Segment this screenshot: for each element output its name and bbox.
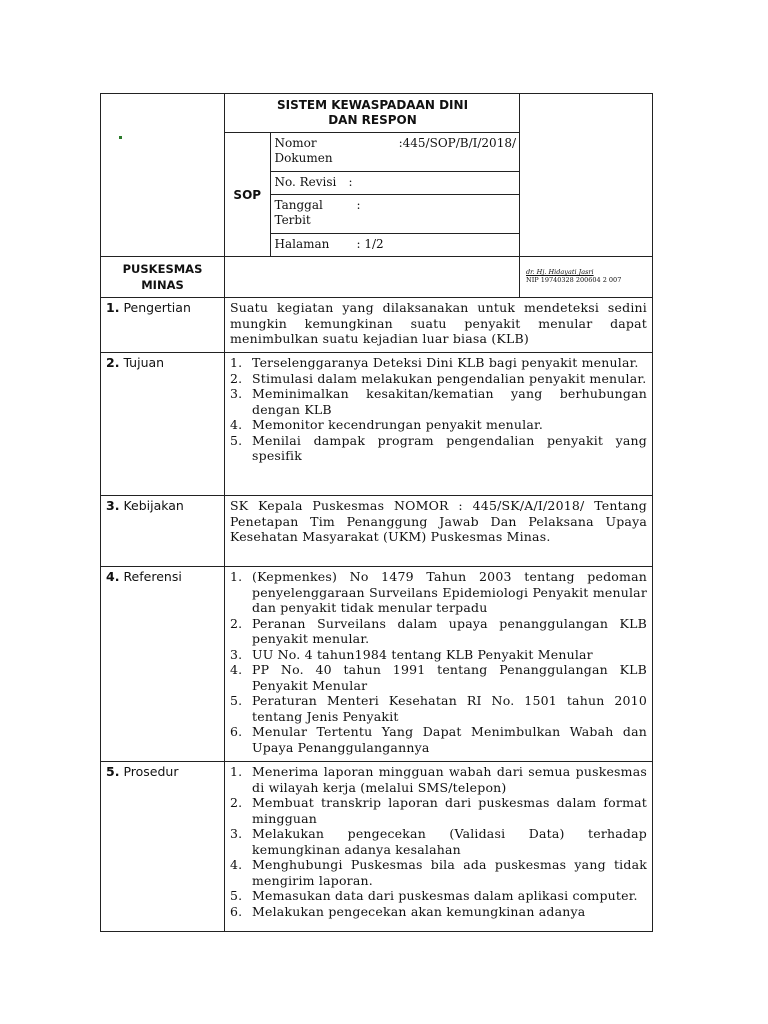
list-item: 4. Menghubungi Puskesmas bila ada puskesmas yang tidak mengirim laporan. bbox=[230, 857, 647, 888]
meta-key: Nomor bbox=[274, 136, 317, 150]
section-title: Prosedur bbox=[123, 764, 179, 779]
list-item: 1. (Kepmenkes) No 1479 Tahun 2003 tentang pedoman penyelenggaraan Surveilans Epidemiologi Penyakit menular dan penyakit tidak menular terpadu bbox=[230, 569, 647, 615]
header-inner-table bbox=[225, 94, 520, 256]
tujuan-list bbox=[230, 355, 647, 464]
list-item: 6. Menular Tertentu Yang Dapat Menimbulkan Wabah dan Upaya Penanggulangannya bbox=[230, 724, 647, 755]
list-item: 4. Memonitor kecendrungan penyakit menular. bbox=[230, 417, 544, 432]
section-pengertian bbox=[101, 298, 653, 353]
institution-line1: PUSKESMAS bbox=[122, 262, 203, 276]
institution-line2: MINAS bbox=[141, 278, 184, 292]
signatory-nip: NIP 19740328 200604 2 007 bbox=[526, 276, 622, 284]
section-title: Kebijakan bbox=[123, 498, 184, 513]
meta-value: : bbox=[356, 198, 361, 212]
section-referensi bbox=[101, 567, 653, 762]
section-label bbox=[101, 496, 225, 567]
meta-key: Tanggal bbox=[274, 198, 323, 212]
section-body bbox=[225, 567, 653, 762]
section-label bbox=[101, 298, 225, 353]
list-item: 1. Menerima laporan mingguan wabah dari semua puskesmas di wilayah kerja (melalui SMS/telepon) bbox=[230, 764, 647, 795]
section-number: 3. bbox=[106, 498, 120, 513]
sop-label: SOP bbox=[225, 133, 270, 257]
list-item: 4. PP No. 40 tahun 1991 tentang Penanggulangan KLB Penyakit Menular bbox=[230, 662, 647, 693]
section-number: 1. bbox=[106, 300, 120, 315]
meta-key-line2: Dokumen bbox=[274, 151, 333, 165]
institution-name bbox=[101, 257, 225, 298]
referensi-list bbox=[230, 569, 647, 755]
section-body bbox=[225, 762, 653, 932]
meta-tanggal bbox=[270, 195, 520, 234]
section-title: Referensi bbox=[123, 569, 182, 584]
list-item: 3. Melakukan pengecekan (Validasi Data) terhadap kemungkinan adanya kesalahan bbox=[230, 826, 647, 857]
institution-row bbox=[101, 257, 653, 298]
list-item: 5. Memasukan data dari puskesmas dalam aplikasi computer. bbox=[230, 888, 638, 903]
list-item: 3. Meminimalkan kesakitan/kematian yang berhubungan dengan KLB bbox=[230, 386, 647, 417]
list-item: 6. Melakukan pengecekan akan kemungkinan adanya bbox=[230, 903, 586, 919]
prosedur-list bbox=[230, 764, 647, 919]
list-item: 2. Stimulasi dalam melakukan pengendalian penyakit menular. bbox=[230, 370, 647, 386]
header-right-cell bbox=[520, 94, 653, 257]
logo-dot-icon bbox=[119, 136, 122, 139]
section-body bbox=[225, 353, 653, 496]
list-item: 2. Peranan Surveilans dalam upaya penanggulangan KLB penyakit menular. bbox=[230, 615, 647, 646]
meta-halaman bbox=[270, 234, 520, 257]
header-center bbox=[225, 94, 520, 257]
meta-revisi bbox=[270, 172, 520, 195]
meta-value: : 1/2 bbox=[356, 237, 384, 251]
meta-value: :445/SOP/B/I/2018/ bbox=[398, 136, 517, 150]
signature-cell bbox=[520, 257, 653, 298]
section-number: 4. bbox=[106, 569, 120, 584]
meta-nomor bbox=[270, 133, 520, 172]
meta-key: Halaman bbox=[274, 237, 330, 251]
section-tujuan bbox=[101, 353, 653, 496]
section-number: 5. bbox=[106, 764, 120, 779]
signatory-name: dr. Hj. Hidayati Jasri bbox=[526, 268, 594, 276]
section-body: SK Kepala Puskesmas NOMOR : 445/SK/A/I/2018/ Tentang Penetapan Tim Penanggung Jawab Dan Pelaksana Upaya Kesehatan Masyarakat (UKM) Puskesmas Minas. bbox=[225, 496, 653, 567]
list-item: 5. Peraturan Menteri Kesehatan RI No. 1501 tahun 2010 tentang Jenis Penyakit bbox=[230, 693, 647, 724]
section-body: Suatu kegiatan yang dilaksanakan untuk mendeteksi sedini mungkin kemungkinan suatu penyakit menular dapat menimbulkan suatu kejadian luar biasa (KLB) bbox=[225, 298, 653, 353]
meta-key: No. Revisi bbox=[274, 175, 337, 189]
list-item: 2. Membuat transkrip laporan dari puskesmas dalam format mingguan bbox=[230, 795, 647, 826]
section-title: Pengertian bbox=[123, 300, 191, 315]
section-label bbox=[101, 762, 225, 932]
section-number: 2. bbox=[106, 355, 120, 370]
title-line2: DAN RESPON bbox=[328, 113, 417, 127]
list-item: 3. UU No. 4 tahun1984 tentang KLB Penyakit Menular bbox=[230, 646, 593, 662]
section-kebijakan bbox=[101, 496, 653, 567]
institution-middle-cell bbox=[225, 257, 520, 298]
title-line1: SISTEM KEWASPADAAN DINI bbox=[276, 98, 469, 112]
meta-key-line2: Terbit bbox=[274, 213, 311, 227]
section-prosedur bbox=[101, 762, 653, 932]
list-item: 5. Menilai dampak program pengendalian penyakit yang spesifik bbox=[230, 432, 647, 463]
header-row bbox=[101, 94, 653, 257]
section-label bbox=[101, 353, 225, 496]
section-label bbox=[101, 567, 225, 762]
logo-cell bbox=[101, 94, 225, 257]
sop-table bbox=[100, 93, 653, 932]
document-title bbox=[225, 94, 520, 133]
list-item: 1. Terselenggaranya Deteksi Dini KLB bagi penyakit menular. bbox=[230, 355, 639, 370]
meta-value: : bbox=[348, 175, 353, 189]
section-title: Tujuan bbox=[123, 355, 165, 370]
